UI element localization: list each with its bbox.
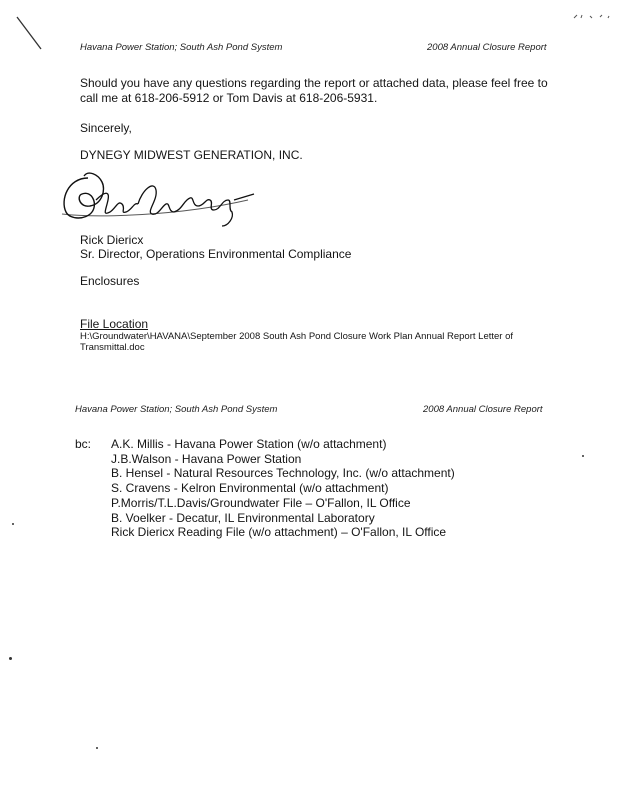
handwritten-signature: [58, 160, 258, 230]
bc-recipient: B. Voelker - Decatur, IL Environmental Laboratory: [111, 510, 375, 525]
page2-header-right: 2008 Annual Closure Report: [423, 404, 543, 415]
scan-mark-top-right: [572, 10, 612, 24]
bc-recipient: S. Cravens - Kelron Environmental (w/o attachment): [111, 481, 389, 496]
scan-speck: [12, 523, 14, 525]
closing-paragraph-line-2: call me at 618-206-5912 or Tom Davis at 618-206-5931.: [80, 91, 378, 105]
complimentary-close: Sincerely,: [80, 121, 132, 135]
scan-speck: [9, 657, 12, 660]
bc-label: bc:: [75, 437, 92, 451]
enclosures-label: Enclosures: [80, 274, 140, 288]
bc-recipient-list: [111, 437, 455, 540]
page2-header-left: Havana Power Station; South Ash Pond System: [75, 404, 278, 415]
page1-header-left: Havana Power Station; South Ash Pond System: [80, 42, 283, 53]
bc-recipient: Rick Diericx Reading File (w/o attachment) – O'Fallon, IL Office: [111, 525, 447, 540]
scan-mark-top-left: [14, 14, 44, 54]
bc-recipient: B. Hensel - Natural Resources Technology, Inc. (w/o attachment): [111, 466, 455, 481]
scan-speck: [96, 747, 98, 749]
signer-title: Sr. Director, Operations Environmental Compliance: [80, 247, 352, 261]
bc-recipient: J.B.Walson - Havana Power Station: [111, 451, 302, 466]
bc-recipient: A.K. Millis - Havana Power Station (w/o attachment): [111, 437, 387, 451]
file-location-label: File Location: [80, 317, 149, 331]
scan-speck: [582, 455, 584, 457]
file-path-line-1: H:\Groundwater\HAVANA\September 2008 South Ash Pond Closure Work Plan Annual Report Letter of: [80, 331, 514, 342]
page1-header-right: 2008 Annual Closure Report: [427, 42, 547, 53]
closing-paragraph-line-1: Should you have any questions regarding the report or attached data, please feel free to: [80, 76, 548, 90]
bc-recipient: P.Morris/T.L.Davis/Groundwater File – O'Fallon, IL Office: [111, 495, 411, 510]
file-path-line-2: Transmittal.doc: [80, 342, 145, 353]
signer-name: Rick Diericx: [80, 233, 144, 247]
company-name: DYNEGY MIDWEST GENERATION, INC.: [80, 148, 303, 162]
